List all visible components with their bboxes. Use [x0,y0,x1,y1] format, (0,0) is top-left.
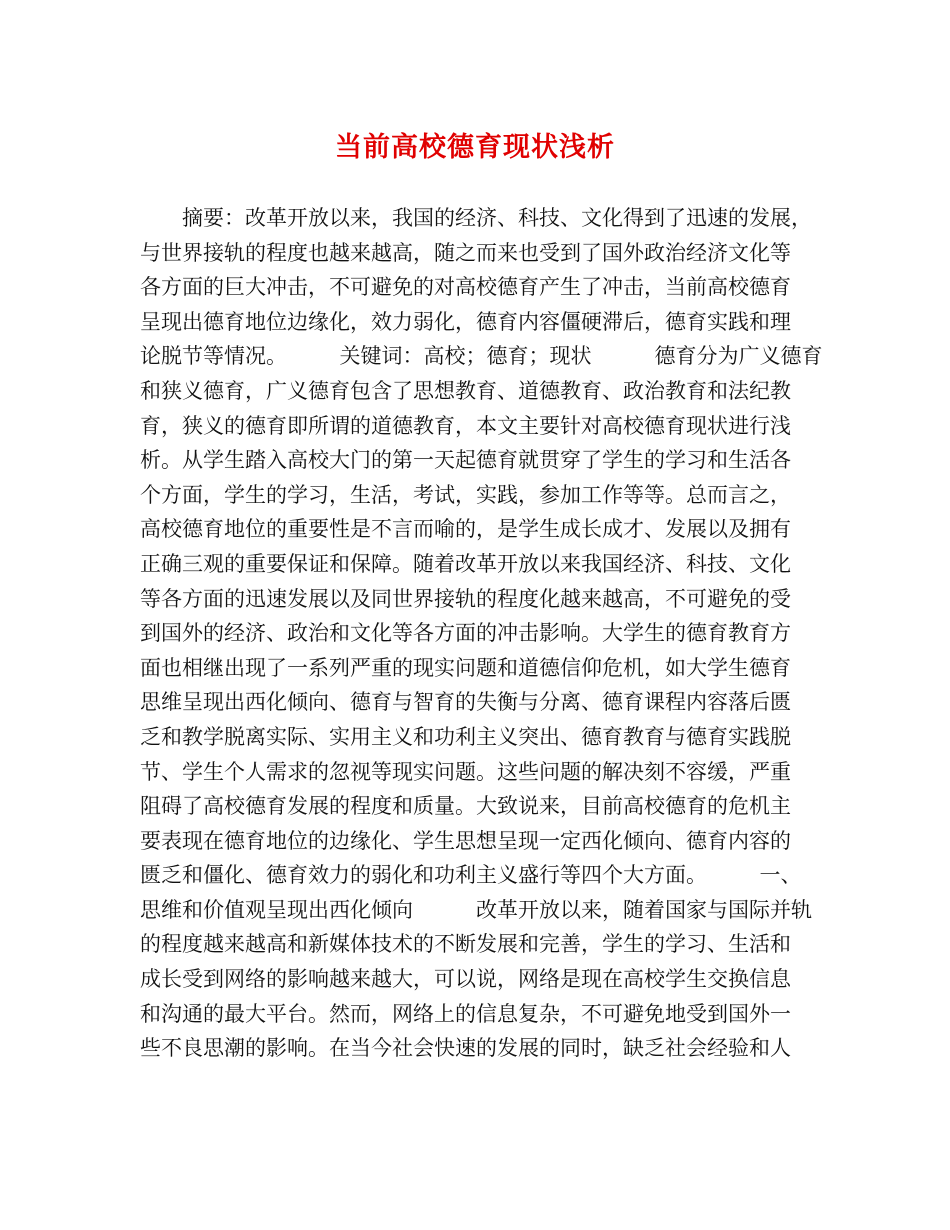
body-line: 节、学生个人需求的忽视等现实问题。这些问题的解决刻不容缓，严重 [140,759,791,784]
body-line: 要表现在德育地位的边缘化、学生思想呈现一定西化倾向、德育内容的 [140,828,791,853]
body-line: 与世界接轨的程度也越来越高，随之而来也受到了国外政治经济文化等 [140,240,791,265]
body-line: 个方面，学生的学习，生活，考试，实践，参加工作等等。总而言之， [140,482,791,507]
document-title: 当前高校德育现状浅析 [335,132,615,163]
body-line: 乏和教学脱离实际、实用主义和功利主义突出、德育教育与德育实践脱 [140,724,791,749]
body-line: 摘要：改革开放以来，我国的经济、科技、文化得到了迅速的发展， [182,206,812,230]
body-line: 呈现出德育地位边缘化，效力弱化，德育内容僵硬滞后，德育实践和理 [140,309,791,334]
document-body [140,201,823,1066]
body-line: 的程度越来越高和新媒体技术的不断发展和完善，学生的学习、生活和 [140,932,791,957]
body-line: 面也相继出现了一系列严重的现实问题和道德信仰危机，如大学生德育 [140,655,791,680]
body-line: 思维和价值观呈现出西化倾向 改革开放以来，随着国家与国际并轨 [140,897,812,922]
body-line: 成长受到网络的影响越来越大，可以说，网络是现在高校学生交换信息 [140,967,791,992]
body-line: 育，狭义的德育即所谓的道德教育，本文主要针对高校德育现状进行浅 [140,413,791,438]
body-line: 论脱节等情况。 关键词：高校；德育；现状 德育分为广义德育 [140,344,823,369]
body-line: 思维呈现出西化倾向、德育与智育的失衡与分离、德育课程内容落后匮 [140,690,791,715]
body-line: 各方面的巨大冲击，不可避免的对高校德育产生了冲击，当前高校德育 [140,275,791,300]
body-line: 等各方面的迅速发展以及同世界接轨的程度化越来越高，不可避免的受 [140,586,791,611]
body-line: 到国外的经济、政治和文化等各方面的冲击影响。大学生的德育教育方 [140,621,791,646]
body-line: 匮乏和僵化、德育效力的弱化和功利主义盛行等四个大方面。 一、 [140,863,802,888]
body-line: 和狭义德育，广义德育包含了思想教育、道德教育、政治教育和法纪教 [140,378,791,403]
body-line: 高校德育地位的重要性是不言而喻的，是学生成长成才、发展以及拥有 [140,517,791,542]
body-line: 阻碍了高校德育发展的程度和质量。大致说来，目前高校德育的危机主 [140,794,791,819]
body-line: 些不良思潮的影响。在当今社会快速的发展的同时，缺乏社会经验和人 [140,1036,791,1061]
body-line: 和沟通的最大平台。然而，网络上的信息复杂，不可避免地受到国外一 [140,1001,791,1026]
body-line: 析。从学生踏入高校大门的第一天起德育就贯穿了学生的学习和生活各 [140,448,791,473]
body-line: 正确三观的重要保证和保障。随着改革开放以来我国经济、科技、文化 [140,551,791,576]
